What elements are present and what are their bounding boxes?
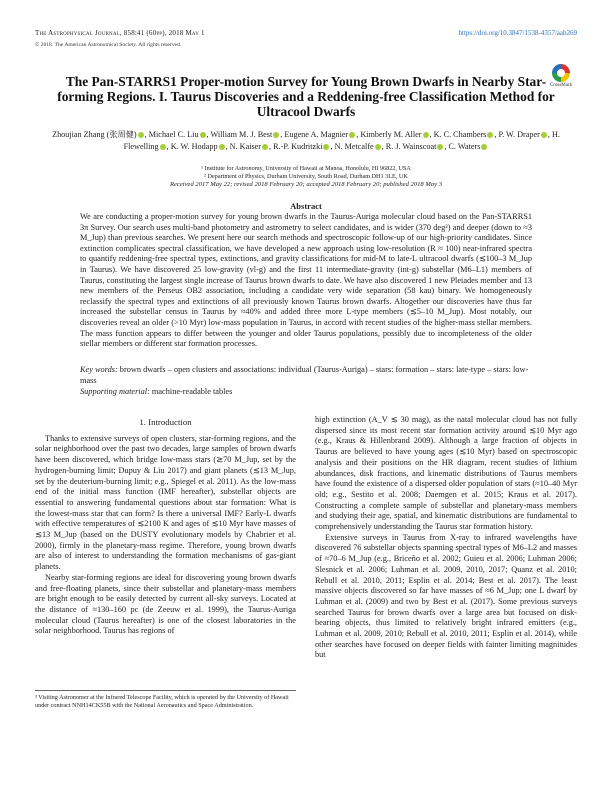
author-name[interactable]: Michael C. Liu: [148, 130, 199, 139]
left-column: [35, 415, 296, 637]
keywords: [80, 365, 532, 386]
orcid-icon[interactable]: [481, 144, 487, 150]
author-name[interactable]: Eugene A. Magnier: [284, 130, 349, 139]
affiliations: [60, 165, 552, 181]
orcid-icon[interactable]: [138, 132, 144, 138]
supporting-label: Supporting material:: [80, 387, 150, 396]
orcid-icon[interactable]: [423, 132, 429, 138]
author-name[interactable]: N. Kaiser: [229, 141, 262, 151]
section-heading: 1. Introduction: [139, 417, 192, 427]
crossmark-label: CrossMark: [549, 83, 573, 88]
author-name[interactable]: P. W. Draper: [498, 130, 540, 139]
affiliation-1: ¹ Institute for Astronomy, University of Hawaii at Manoa, Honolulu, HI 96822, USA: [201, 165, 411, 172]
orcid-icon[interactable]: [375, 144, 381, 150]
right-column: [315, 415, 577, 661]
orcid-icon[interactable]: [273, 132, 279, 138]
abstract-text: We are conducting a proper-motion survey for young brown dwarfs in the Taurus-Auriga molecular cloud based on the Pan-STARRS1 3π Survey. Our search uses multi-band photometry and astrometry to select candidates, and is wider (370 deg²) and deeper (down to ≈3 M_Jup) than previous searches. We present here our search methods and spectroscopic follow-up of our high-priority candidates. Since extinction complicates spectral classification, we have developed a new approach using low-resolution (R ≈ 100) near-infrared spectra to quantify reddening-free spectral types, extinctions, and gravity classifications for mid-M to late-L ultracool dwarfs (≲100–3 M_Jup in Taurus). We have discovered 25 low-gravity (vl-g) and the first 11 intermediate-gravity (int-g) substellar (M6–L1) members of Taurus, constituting the largest single increase of Taurus brown dwarfs to date. We have also discovered 1 new Pleiades member and 13 new members of the Perseus OB2 association, including a candidate very wide separation (58 kau) binary. We homogeneously reclassify the spectral types and extinctions of all previously known Taurus brown dwarfs. Altogether our discoveries have thus far increased the substellar census in Taurus by ≈40% and added three more L-type members (≲5–10 M_Jup). Most notably, our discoveries reveal an older (>10 Myr) low-mass population in Taurus, in accord with recent studies of the higher-mass stellar members. The mass function appears to differ between the younger and older Taurus populations, possibly due to incompleteness of the older stellar members or different star formation processes.: [80, 212, 532, 349]
supporting-material: [80, 387, 532, 396]
doi-link[interactable]: https://doi.org/10.3847/1538-4357/aab269: [458, 29, 577, 37]
author-name[interactable]: H. Flewelling: [123, 130, 560, 151]
author-name[interactable]: K. W. Hodapp: [170, 141, 218, 151]
orcid-icon[interactable]: [200, 132, 206, 138]
journal-citation: The Astrophysical Journal, 858:41 (60pp), 2018 May 1: [35, 29, 205, 37]
publication-dates: Received 2017 May 22; revised 2018 February 20; accepted 2018 February 20; published 2018 May 3: [169, 181, 443, 188]
orcid-icon[interactable]: [262, 144, 268, 150]
abstract-heading: Abstract: [290, 201, 322, 211]
keywords-label: Key words:: [80, 365, 118, 374]
footnote: ³ Visiting Astronomer at the Infrared Telescope Facility, which is operated by the University of Hawaii under contract NNH14CK55B with the National Aeronautics and Space Administration.: [35, 690, 296, 709]
author-name[interactable]: C. Waters: [448, 141, 481, 151]
author-name[interactable]: Zhoujian Zhang (张周健): [52, 130, 137, 139]
copyright-notice: © 2018. The American Astronomical Society. All rights reserved.: [35, 42, 182, 48]
orcid-icon[interactable]: [160, 144, 166, 150]
orcid-icon[interactable]: [349, 132, 355, 138]
supporting-text[interactable]: machine-readable tables: [151, 387, 233, 396]
author-name[interactable]: R.-P. Kudritzki: [273, 141, 323, 151]
orcid-icon[interactable]: [323, 144, 329, 150]
paragraph: high extinction (A_V ≲ 30 mag), as the natal molecular cloud has not fully dispersed since its most recent star formation activity around ≲10 Myr ago (e.g., Kraus & Hillenbrand 2009). Although a large fraction of objects in Taurus are believed to have young ages (≲10 Myr) based on spectroscopic analysis and their positions on the HR diagram, recent studies of lithium abundances, disk fractions, and kinematic distributions of Taurus members have found the existence of a dispersed older population of stars (≈10–40 Myr old; e.g., Sestito et al. 2008; Daemgen et al. 2015; Kraus et al. 2017). Constructing a complete sample of substellar and planetary-mass members and studying their age, spatial, and kinematic distributions are fundamental to comprehensively understanding the Taurus star formation history.: [315, 415, 577, 532]
author-list: Zhoujian Zhang (张周健) , Michael C. Liu , William M. J. Best , Eugene A. Magnier , Kimberly M. Aller , K. C. Chambers , P. W. Draper , H. Flewelling , K. W. Hodapp , N. Kaiser , R.-P. Kudritzki , N. Metcalfe , R. J. Wainscoat , C. Waters: [52, 130, 560, 151]
author-name[interactable]: K. C. Chambers: [433, 130, 487, 139]
paragraph: Extensive surveys in Taurus from X-ray to infrared wavelengths have discovered 76 substellar objects spanning spectral types of M6–L2 and masses of ≈70–6 M_Jup (e.g., Briceño et al. 2002; Guieu et al. 2006; Luhman 2006; Slesnick et al. 2006; Luhman et al. 2009, 2010, 2017; Quanz et al. 2010; Rebull et al. 2010, 2011; Esplin et al. 2014; Best et al. 2017). The least massive objects discovered so far have masses of ≈6 M_Jup; one L dwarf by Luhman et al. (2009) and two by Best et al. (2017). Some previous surveys searched Taurus for brown dwarfs over a large area but focused on disk-bearing objects, thus limited to relatively bright infrared emitters (e.g., Luhman et al. 2009, 2010; Rebull et al. 2010, 2011; Esplin et al. 2014), while other searches have focused on deeper fields with fainter limiting magnitudes but: [315, 532, 577, 660]
affiliation-2: ² Department of Physics, Durham University, South Road, Durham DH1 3LE, UK: [204, 172, 408, 180]
orcid-icon[interactable]: [437, 144, 443, 150]
orcid-icon[interactable]: [219, 144, 225, 150]
author-name[interactable]: R. J. Wainscoat: [385, 141, 437, 151]
author-name[interactable]: William M. J. Best: [210, 130, 273, 139]
orcid-icon[interactable]: [541, 132, 547, 138]
running-header: [35, 29, 577, 41]
author-name[interactable]: Kimberly M. Aller: [360, 130, 422, 139]
keywords-text: brown dwarfs – open clusters and associations: individual (Taurus-Auriga) – stars: formation – stars: late-type – stars: low-mass: [80, 365, 529, 385]
paragraph: Nearby star-forming regions are ideal for discovering young brown dwarfs and free-floating planets, since their substellar and planetary-mass members are bright enough to be easily detected by current all-sky surveys. Located at the distance of ≈130–160 pc (de Zeeuw et al. 1999), the Taurus-Auriga molecular cloud (Taurus hereafter) is one of the closest laboratories in the solar neighborhood. Taurus has regions of: [35, 572, 296, 636]
paragraph: Thanks to extensive surveys of open clusters, star-forming regions, and the solar neighborhood over the past two decades, large samples of brown dwarfs have been discovered, which bridge low-mass stars (≳70 M_Jup, set by the hydrogen-burning limit; Dupuy & Liu 2017) and giant planets (≲13 M_Jup, set by the deuterium-burning limit; e.g., Spiegel et al. 2011). As the low-mass end of the initial mass function (IMF hereafter), substellar objects are essential to answering fundamental questions about star formation: What is the lowest-mass star that can form? Is there a universal IMF? Early-L dwarfs with effective temperatures of ≲2100 K and ages of ≲10 Myr have masses of ≲13 M_Jup (based on the DUSTY evolutionary models by Chabrier et al. 2000), firmly in the planetary-mass regime. Therefore, young brown dwarfs are also of interest to understanding the formation mechanisms of gas-giant planets.: [35, 433, 296, 572]
orcid-icon[interactable]: [487, 132, 493, 138]
paper-title: The Pan-STARRS1 Proper-motion Survey for Young Brown Dwarfs in Nearby Star-forming Regions. I. Taurus Discoveries and a Reddening-free Classification Method for Ultracool Dwarfs: [57, 74, 555, 119]
author-name[interactable]: N. Metcalfe: [334, 141, 374, 151]
